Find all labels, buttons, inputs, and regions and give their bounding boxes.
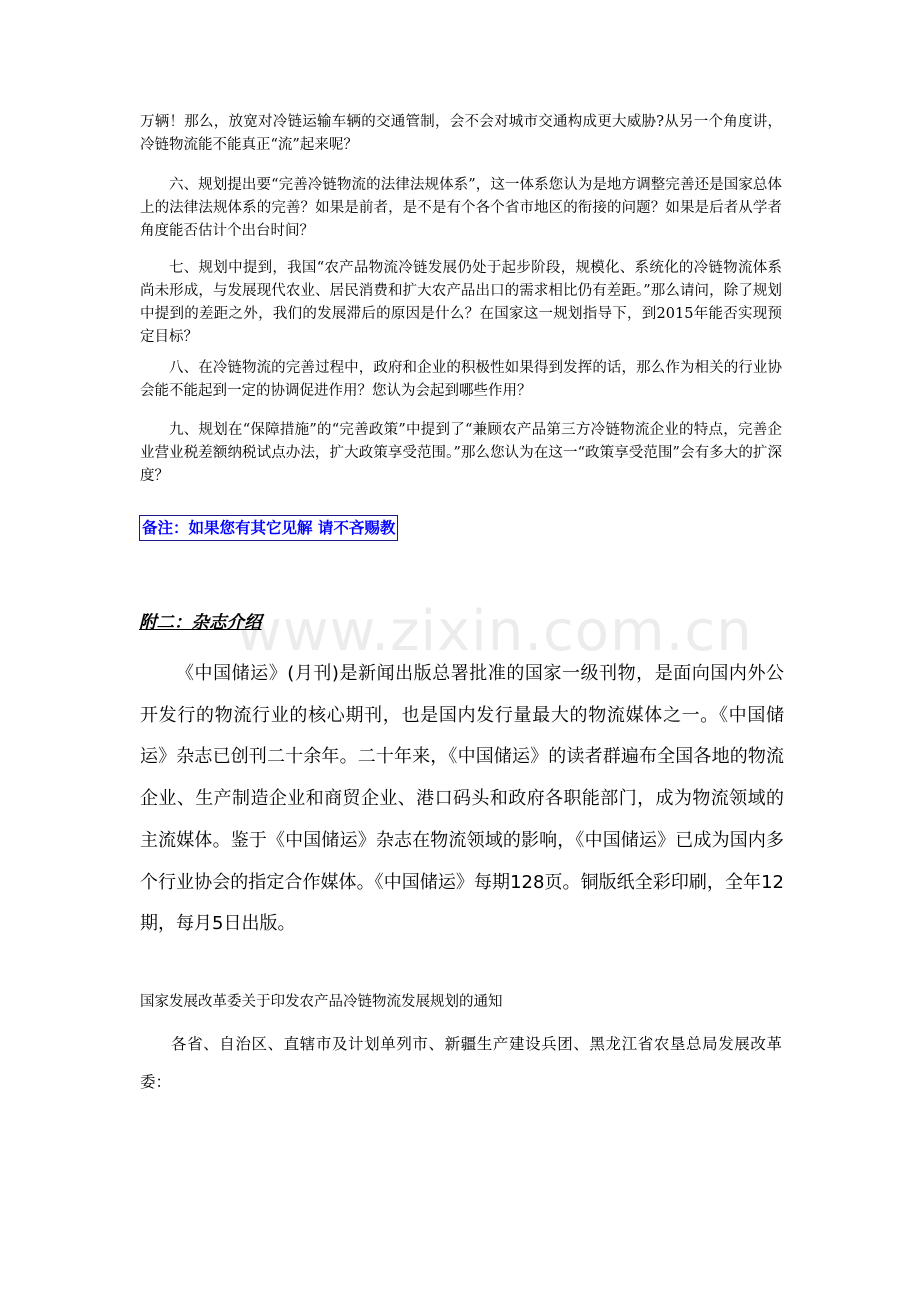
paragraph-continuation: 万辆！那么，放宽对冷链运输车辆的交通管制，会不会对城市交通构成更大威胁?从另一个角度讲，冷链物流能不能真正“流”起来呢？: [140, 114, 782, 153]
notice-title: 国家发展改革委关于印发农产品冷链物流发展规划的通知: [140, 994, 503, 1010]
question-nine: 九、规划在“保障措施”的“完善政策”中提到了“兼顾农产品第三方冷链物流企业的特点，完善企业营业税差额纳税试点办法，扩大政策享受范围。”那么您认为在这一“政策享受范围”会有多大的扩深度？: [140, 422, 782, 484]
question-seven: 七、规划中提到，我国“农产品物流冷链发展仍处于起步阶段，规模化、系统化的冷链物流体系尚未形成，与发展现代农业、居民消费和扩大农产品出口的需求相比仍有差距。”那么请问，除了规划中提到的差距之外，我们的发展滞后的原因是什么？在国家这一规划指导下，到2015年能否实现预定目标？: [140, 260, 782, 345]
magazine-intro: 《中国储运》(月刊)是新闻出版总署批准的国家一级刊物，是面向国内外公开发行的物流行业的核心期刊，也是国内发行量最大的物流媒体之一。《中国储运》杂志已创刊二十余年。二十年来，《中国储运》的读者群遍布全国各地的物流企业、生产制造企业和商贸企业、港口码头和政府各职能部门，成为物流领域的主流媒体。鉴于《中国储运》杂志在物流领域的影响，《中国储运》已成为国内多个行业协会的指定合作媒体。《中国储运》每期128页。铜版纸全彩印刷，全年12期，每月5日出版。: [140, 663, 784, 935]
watermark: www.zixin.com.cn: [236, 599, 753, 664]
appendix-title: 附二：杂志介绍: [139, 613, 262, 633]
question-six: 六、规划提出要“完善冷链物流的法律法规体系”，这一体系您认为是地方调整完善还是国家总体上的法律法规体系的完善？如果是前者，是不是有个各个省市地区的衔接的问题？如果是后者从学者角度能否估计个出台时间？: [140, 177, 782, 239]
note-box: 备注：如果您有其它见解 请不吝赐教: [139, 515, 398, 541]
question-eight: 八、在冷链物流的完善过程中，政府和企业的积极性如果得到发挥的话，那么作为相关的行业协会能不能起到一定的协调促进作用？您认为会起到哪些作用？: [140, 360, 782, 399]
addressee: 各省、自治区、直辖市及计划单列市、新疆生产建设兵团、黑龙江省农垦总局发展改革委：: [140, 1035, 782, 1091]
